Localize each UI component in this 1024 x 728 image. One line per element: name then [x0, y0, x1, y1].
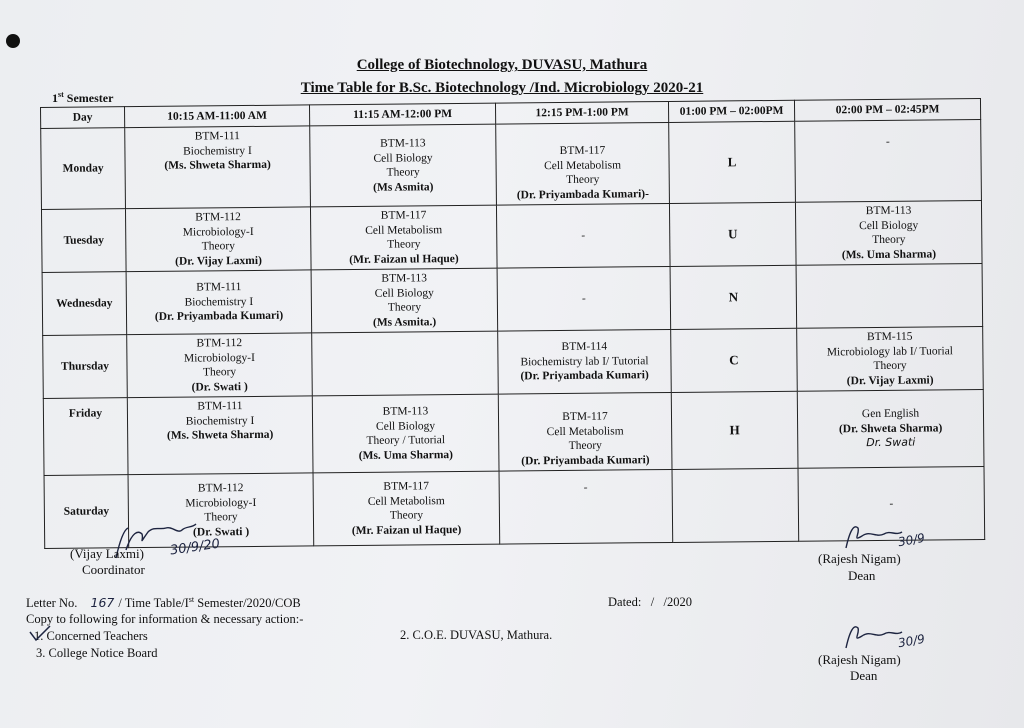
course-code: BTM-113 — [380, 137, 426, 150]
class-cell — [126, 270, 312, 335]
course-type: Theory — [389, 509, 424, 522]
header-slot-5: 02:00 PM – 02:45PM — [794, 98, 980, 121]
letter-prefix: Letter No. — [26, 596, 78, 611]
course-subject: Cell Metabolism — [365, 223, 443, 237]
course-subject: Biochemistry I — [185, 414, 255, 428]
row-thursday — [43, 326, 984, 398]
course-type: Theory — [387, 238, 421, 251]
semester-number: 1 — [52, 91, 58, 105]
class-cell: - — [499, 469, 673, 544]
class-cell: - — [795, 119, 982, 202]
lunch-letter: L — [669, 121, 796, 203]
class-cell — [496, 122, 670, 205]
copy-item-1: 1. Concerned Teachers — [34, 629, 148, 643]
class-cell — [125, 126, 311, 209]
course-code: BTM-117 — [380, 209, 427, 222]
class-cell — [796, 263, 983, 328]
course-teacher: (Dr. Vijay Laxmi) — [846, 373, 934, 387]
copy-line: Copy to following for information & necessary action:- — [26, 612, 304, 626]
course-subject: Cell Biology — [374, 286, 434, 300]
course-type: Theory — [386, 166, 420, 179]
course-teacher: (Ms Asmita.) — [372, 315, 437, 329]
class-cell: - — [798, 466, 985, 541]
day-cell: Monday — [41, 128, 126, 210]
course-code: BTM-111 — [196, 281, 242, 294]
course-subject: Cell Biology — [375, 419, 436, 433]
coordinator-name: (Vijay Laxmi) — [70, 546, 144, 561]
letter-ref-b: Semester/2020/COB — [194, 596, 301, 611]
class-cell — [127, 333, 313, 398]
row-wednesday — [42, 263, 983, 335]
lunch-letter: C — [671, 328, 798, 392]
header-slot-3: 12:15 PM-1:00 PM — [495, 101, 668, 124]
coordinator-role: Coordinator — [82, 562, 145, 577]
class-cell — [127, 396, 313, 475]
handwritten-teacher: Dr. Swati — [866, 435, 916, 450]
course-code: BTM-117 — [559, 144, 606, 158]
course-code: BTM-117 — [562, 410, 608, 424]
course-code: BTM-113 — [865, 204, 912, 218]
dean-date: 30/9 — [896, 631, 926, 651]
dean-role: Dean — [850, 668, 878, 683]
class-cell — [310, 124, 497, 207]
class-cell — [498, 392, 672, 471]
timetable — [40, 98, 985, 549]
course-type: Theory — [202, 366, 237, 379]
course-code: BTM-112 — [197, 482, 244, 495]
header-lunch: 01:00 PM – 02:00PM — [668, 100, 794, 122]
course-code: BTM-113 — [382, 405, 429, 418]
row-monday — [41, 119, 982, 209]
course-teacher: (Mr. Faizan ul Haque) — [349, 252, 459, 266]
class-cell — [312, 331, 499, 396]
class-cell — [125, 207, 311, 272]
class-cell — [797, 326, 984, 391]
lunch-empty-cell — [672, 468, 799, 542]
lunch-letter: U — [669, 202, 796, 266]
course-teacher: (Dr. Priyambada Kumari) — [520, 369, 649, 383]
course-subject: Biochemistry I — [183, 144, 252, 158]
course-teacher: (Ms. Uma Sharma) — [358, 448, 454, 462]
course-type: Theory — [872, 233, 906, 247]
course-subject: Microbiology-I — [183, 351, 255, 365]
course-teacher: (Dr. Shweta Sharma) — [838, 422, 943, 436]
semester-superscript: st — [58, 90, 64, 99]
class-cell — [311, 268, 498, 333]
course-subject: Microbiology-I — [185, 496, 257, 510]
course-code: BTM-112 — [196, 337, 243, 350]
row-tuesday — [41, 200, 982, 272]
course-code: BTM-111 — [194, 130, 240, 143]
course-teacher: (Dr. Swati ) — [192, 525, 250, 539]
punch-hole — [6, 34, 20, 48]
class-cell — [312, 394, 499, 473]
course-teacher: (Dr. Priyambada Kumari) — [154, 309, 284, 324]
letter-ref-sup: st — [188, 595, 195, 604]
class-cell — [498, 329, 672, 394]
course-subject: Cell Biology — [373, 151, 433, 165]
class-cell — [795, 200, 982, 265]
timetable-title: Time Table for B.Sc. Biotechnology /Ind. Microbiology 2020-21 — [300, 80, 704, 96]
course-teacher: (Ms. Shweta Sharma) — [166, 428, 274, 442]
day-cell: Thursday — [43, 335, 128, 399]
lunch-letter: H — [671, 391, 798, 469]
header-day: Day — [41, 107, 125, 129]
course-type: Theory / Tutorial — [366, 434, 446, 447]
course-code: BTM-113 — [381, 272, 428, 285]
day-cell: Wednesday — [42, 272, 127, 336]
dated-line: Dated: / /2020 — [608, 595, 693, 609]
course-teacher: (Dr. Vijay Laxmi) — [175, 254, 262, 268]
day-cell: Friday — [43, 398, 128, 476]
dean-date: 30/9 — [896, 530, 926, 550]
course-type: Theory — [873, 359, 907, 373]
course-teacher: (Dr. Priyambada Kumari) — [521, 453, 650, 467]
course-code: BTM-114 — [561, 340, 608, 354]
class-cell: - — [497, 266, 671, 331]
course-subject: Microbiology lab I/ Tuorial — [826, 344, 954, 358]
letter-ref-a: / Time Table/I — [118, 596, 189, 611]
lunch-letter: N — [670, 265, 797, 329]
course-type: Theory — [568, 439, 602, 452]
course-teacher: (Mr. Faizan ul Haque) — [351, 523, 462, 537]
row-friday — [43, 389, 984, 475]
course-teacher: (Dr. Swati ) — [191, 380, 248, 394]
course-code: BTM-112 — [195, 211, 241, 224]
letter-number: 167 — [90, 595, 115, 611]
dean-name: (Rajesh Nigam) — [818, 652, 901, 667]
course-subject: Biochemistry I — [184, 295, 254, 309]
semester-label — [52, 90, 113, 106]
course-type: Theory — [201, 240, 236, 253]
course-type: Theory — [387, 301, 422, 314]
course-code: BTM-115 — [866, 330, 913, 344]
coordinator-date: 30/9/20 — [169, 536, 221, 559]
class-cell: - — [496, 203, 670, 268]
dean-role: Dean — [848, 568, 876, 583]
course-teacher: (Dr. Priyambada Kumari)- — [516, 187, 649, 201]
course-type: Theory — [566, 173, 600, 186]
course-subject: Gen English — [861, 407, 920, 421]
copy-item-2: 2. C.O.E. DUVASU, Mathura. — [400, 628, 553, 642]
tick-mark — [28, 624, 52, 644]
course-subject: Cell Metabolism — [544, 158, 622, 172]
course-teacher: (Ms Asmita) — [373, 180, 434, 194]
college-name: College of Biotechnology, DUVASU, Mathura — [356, 57, 648, 73]
day-cell: Saturday — [44, 475, 129, 549]
course-code: BTM-117 — [383, 480, 429, 493]
course-type: Theory — [204, 511, 238, 524]
course-subject: Biochemistry lab I/ Tutorial — [520, 354, 649, 369]
course-code: BTM-111 — [197, 400, 243, 413]
class-cell — [310, 205, 497, 270]
course-subject: Cell Biology — [859, 219, 919, 232]
class-cell — [313, 471, 500, 546]
course-teacher: (Ms. Uma Sharma) — [841, 247, 937, 261]
dean-name: (Rajesh Nigam) — [818, 551, 901, 566]
course-subject: Cell Metabolism — [546, 424, 624, 438]
header-slot-2: 11:15 AM-12:00 PM — [309, 103, 495, 126]
header-slot-1: 10:15 AM-11:00 AM — [125, 105, 310, 128]
course-subject: Microbiology-I — [182, 225, 254, 239]
semester-word: Semester — [66, 91, 114, 105]
day-cell: Tuesday — [41, 209, 126, 273]
copy-item-3: 3. College Notice Board — [36, 646, 158, 660]
class-cell — [797, 389, 984, 468]
letter-number-line — [26, 595, 301, 611]
course-teacher: (Ms. Shweta Sharma) — [164, 158, 271, 172]
course-subject: Cell Metabolism — [367, 494, 445, 508]
